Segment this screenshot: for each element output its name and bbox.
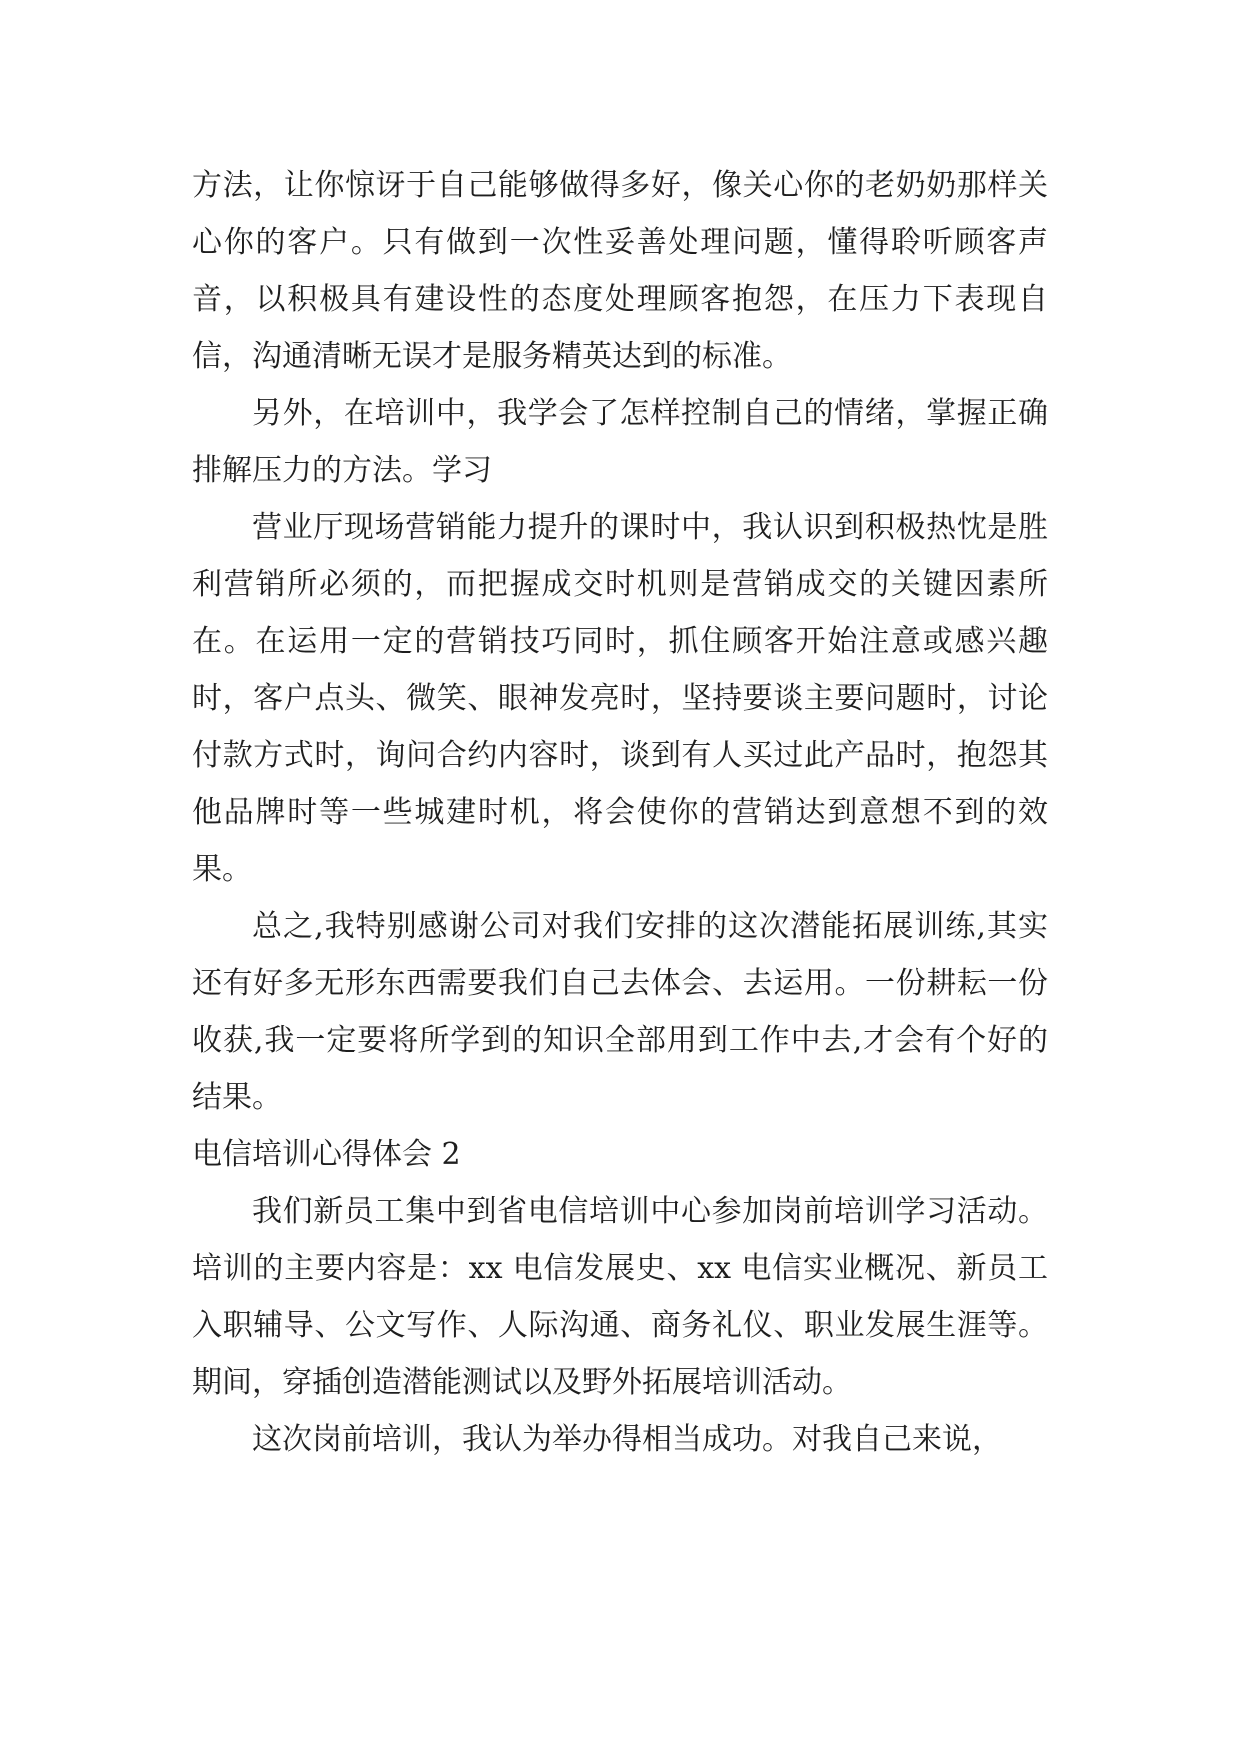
document-body xyxy=(192,157,1048,1468)
paragraph-2: 另外，在培训中，我学会了怎样控制自己的情绪，掌握正确排解压力的方法。学习 xyxy=(192,396,1048,488)
section-heading: 电信培训心得体会 2 xyxy=(192,1137,461,1172)
paragraph-3: 营业厅现场营销能力提升的课时中，我认识到积极热忱是胜利营销所必须的，而把握成交时机则是营销成交的关键因素所在。在运用一定的营销技巧同时，抓住顾客开始注意或感兴趣时，客户点头、微笑、眼神发亮时，坚持要谈主要问题时，讨论付款方式时，询问合约内容时，谈到有人买过此产品时，抱怨其他品牌时等一些城建时机，将会使你的营销达到意想不到的效果。 xyxy=(192,510,1048,887)
paragraph-5: 我们新员工集中到省电信培训中心参加岗前培训学习活动。培训的主要内容是：xx 电信发展史、xx 电信实业概况、新员工入职辅导、公文写作、人际沟通、商务礼仪、职业发展生涯等。期间，穿插创造潜能测试以及野外拓展培训活动。 xyxy=(192,1194,1048,1400)
paragraph-4: 总之,我特别感谢公司对我们安排的这次潜能拓展训练,其实还有好多无形东西需要我们自己去体会、去运用。一份耕耘一份收获,我一定要将所学到的知识全部用到工作中去,才会有个好的结果。 xyxy=(192,909,1048,1115)
paragraph-6: 这次岗前培训，我认为举办得相当成功。对我自己来说， xyxy=(252,1422,1002,1457)
paragraph-1: 方法，让你惊讶于自己能够做得多好，像关心你的老奶奶那样关心你的客户。只有做到一次性妥善处理问题，懂得聆听顾客声音，以积极具有建设性的态度处理顾客抱怨，在压力下表现自信，沟通清晰无误才是服务精英达到的标准。 xyxy=(192,168,1048,374)
